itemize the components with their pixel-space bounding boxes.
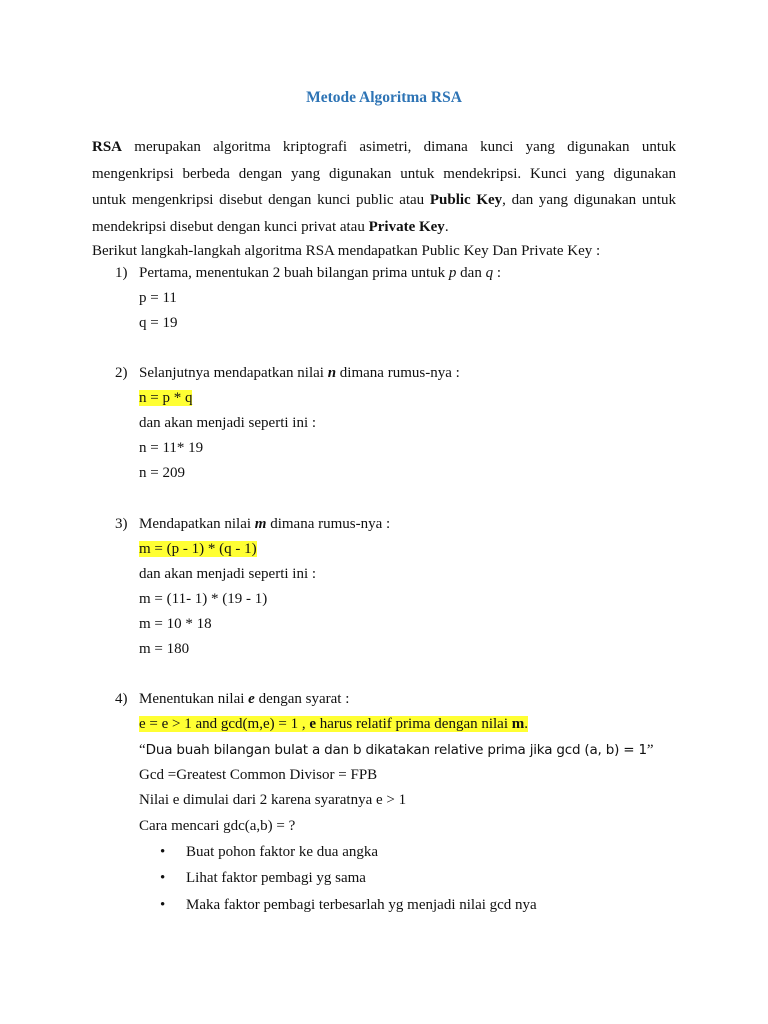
step-3-line: m = (11- 1) * (19 - 1) [139, 591, 268, 607]
intro-line-3: untuk mengenkripsi disebut dengan kunci public atau Public Key, dan yang digunakan untuk [92, 192, 677, 208]
intro-line-2: mengenkripsi berbeda dengan yang digunakan untuk mendekripsi. Kunci yang digunakan [92, 165, 676, 182]
rsa-bold: RSA [92, 139, 123, 155]
step-2-line: n = 11* 19 [139, 440, 204, 456]
step-1-line: p = 11 [139, 290, 177, 306]
step-2-line: n = 209 [139, 465, 185, 481]
step-4-formula: e = e > 1 and gcd(m,e) = 1 , e harus relatif prima dengan nilai m. [139, 716, 529, 732]
public-key-bold: Public Key [429, 192, 503, 208]
step-3-line: m = 180 [139, 641, 190, 657]
step-3-number: 3) [115, 516, 128, 532]
list-item: Maka faktor pembagi terbesarlah yg menjadi nilai gcd nya [186, 897, 537, 913]
bullet-icon: • [160, 870, 166, 886]
bullet-icon: • [160, 844, 166, 860]
bullet-icon: • [160, 897, 166, 913]
private-key-bold: Private Key [368, 218, 445, 235]
step-4-line: Cara mencari gdc(a,b) = ? [139, 818, 296, 834]
step-4-line: Gcd =Greatest Common Divisor = FPB [139, 767, 378, 783]
intro-line-4: mendekripsi disebut dengan kunci privat atau Private Key. [92, 218, 449, 235]
document-title: Metode Algoritma RSA [306, 89, 462, 106]
step-2-formula: n = p * q [139, 390, 193, 406]
list-item: Buat pohon faktor ke dua angka [186, 844, 379, 860]
list-item: Lihat faktor pembagi yg sama [186, 870, 366, 886]
step-2-heading: Selanjutnya mendapatkan nilai n dimana rumus-nya : [139, 365, 460, 381]
step-3-line: m = 10 * 18 [139, 616, 212, 632]
step-4-heading: Menentukan nilai e dengan syarat : [139, 691, 350, 707]
intro-line-1: RSA merupakan algoritma kriptografi asimetri, dimana kunci yang digunakan untuk [92, 139, 676, 155]
step-4-line: Nilai e dimulai dari 2 karena syaratnya e > 1 [139, 792, 407, 808]
step-3-line: dan akan menjadi seperti ini : [139, 566, 317, 582]
step-3-heading: Mendapatkan nilai m dimana rumus-nya : [139, 516, 391, 532]
step-3-formula: m = (p - 1) * (q - 1) [139, 541, 257, 557]
steps-intro: Berikut langkah-langkah algoritma RSA mendapatkan Public Key Dan Private Key : [92, 243, 601, 259]
step-2-line: dan akan menjadi seperti ini : [139, 415, 317, 431]
step-1-number: 1) [115, 265, 128, 281]
step-4-number: 4) [115, 691, 128, 707]
intro-paragraph [92, 134, 676, 240]
step-2-number: 2) [115, 365, 128, 381]
step-1-line: q = 19 [139, 315, 178, 331]
step-1-heading: Pertama, menentukan 2 buah bilangan prima untuk p dan q : [139, 265, 502, 281]
step-4-quote: “Dua buah bilangan bulat a dan b dikatakan relative prima jika gcd (a, b) = 1” [139, 742, 654, 758]
